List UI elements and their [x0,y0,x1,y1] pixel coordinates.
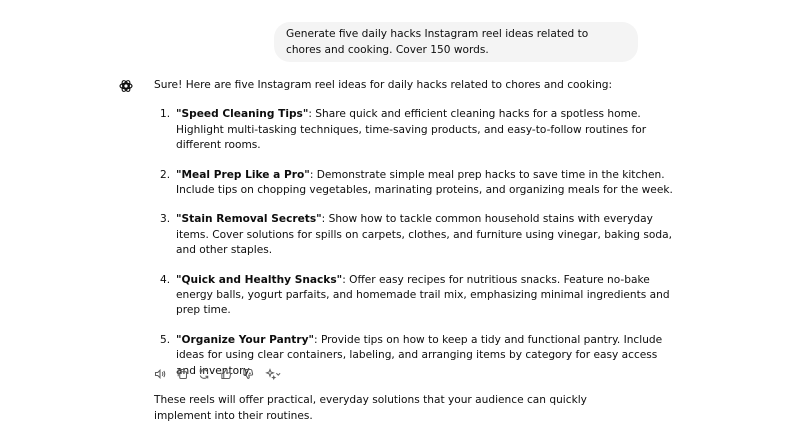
list-item [160,107,674,153]
item-title: "Quick and Healthy Snacks" [176,273,343,286]
speaker-icon [154,368,166,380]
item-text: : Offer easy recipes for nutritious snacks. Feature no-bake energy balls, yogurt parfaits, and homemade trail mix, emphasizing minimal ingredients and prep time. [176,273,670,317]
thumbs-up-icon [220,368,232,380]
item-number: 4. [160,273,171,286]
message-actions-bar [152,366,284,382]
item-title: "Organize Your Pantry" [176,333,315,346]
list-item [160,273,674,319]
item-number: 5. [160,333,171,346]
switch-model-button[interactable] [262,366,284,382]
item-title: "Stain Removal Secrets" [176,213,322,226]
copy-button[interactable] [174,366,190,382]
item-number: 3. [160,213,171,226]
item-number: 2. [160,168,171,181]
read-aloud-button[interactable] [152,366,168,382]
item-text: : Show how to tackle common household stains with everyday items. Cover solutions for spills on carpets, clothes, and furniture using vinegar, baking soda, and other staples. [176,213,672,257]
item-title: "Meal Prep Like a Pro" [176,168,310,181]
answer-intro: Sure! Here are five Instagram reel ideas for daily hacks related to chores and cooking: [154,79,613,91]
regenerate-icon [198,368,210,380]
item-text: : Share quick and efficient cleaning hacks for a spotless home. Highlight multi-tasking techniques, time-saving products, and easy-to-follow routines for different rooms. [176,108,647,152]
good-response-button[interactable] [218,366,234,382]
regenerate-button[interactable] [196,366,212,382]
bad-response-button[interactable] [240,366,256,382]
chatgpt-logo-icon [118,78,134,94]
sparkle-model-icon [263,368,283,380]
user-message-bubble [274,22,638,62]
list-item [160,212,674,258]
copy-icon [176,368,188,380]
user-message-text: Generate five daily hacks Instagram reel ideas related to chores and cooking. Cover 150 words. [286,28,589,56]
item-text: : Provide tips on how to keep a tidy and functional pantry. Include ideas for using clear containers, labeling, and arranging items by category for easy access and inventory. [176,333,663,377]
thumbs-down-icon [242,368,254,380]
reel-ideas-list [154,107,674,379]
list-item [160,168,674,199]
item-title: "Speed Cleaning Tips" [176,108,309,121]
item-text: : Demonstrate simple meal prep hacks to save time in the kitchen. Include tips on chopping vegetables, marinating proteins, and organizing meals for the week. [176,168,673,197]
item-number: 1. [160,108,171,121]
answer-outro: These reels will offer practical, everyday solutions that your audience can quickly implement into their routines. [154,394,587,422]
